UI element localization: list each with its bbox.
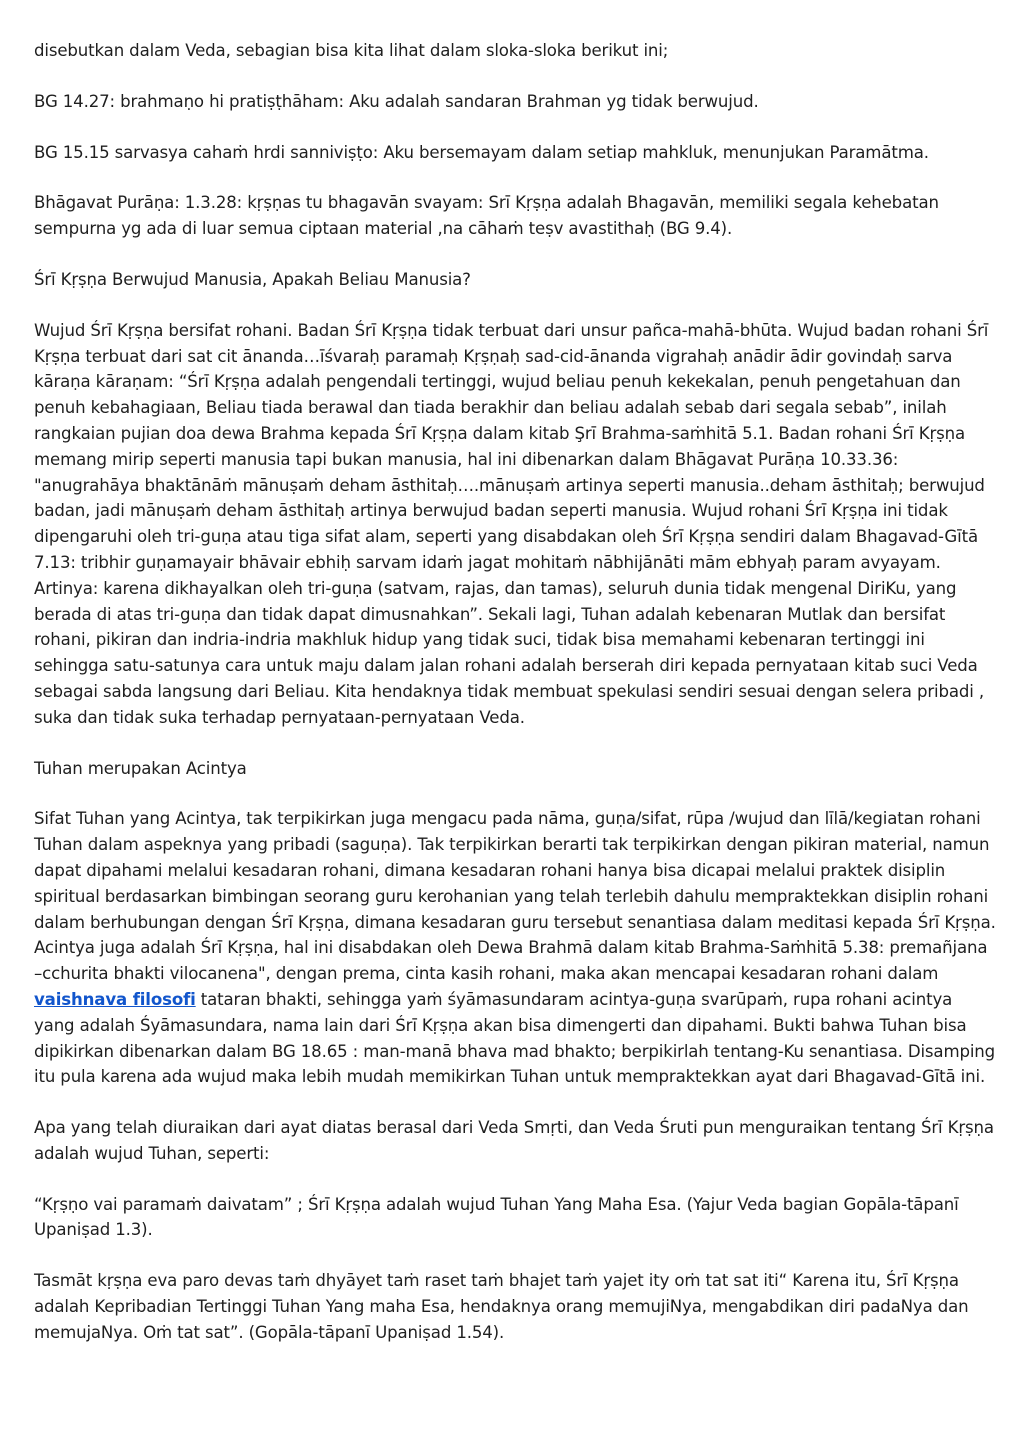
paragraph-acintya-text-after: tataran bhakti, sehingga yaṁ śyāmasundaram acintya-guṇa svarūpaṁ, rupa rohani acintya yang adalah Śyāmasundara, nama lain dari Śrī Kṛṣṇa akan bisa dimengerti dan dipahami. Bukti bahwa Tuhan bisa dipikirkan dibenarkan dalam BG 18.65 : man-manā bhava mad bhakto; berpikirlah tentang-Ku senantiasa. Disamping itu pula karena ada wujud maka lebih mudah memikirkan Tuhan untuk mempraktekkan ayat dari Bhagavad-Gītā ini. (34, 989, 996, 1087)
paragraph-intro: disebutkan dalam Veda, sebagian bisa kita lihat dalam sloka-sloka berikut ini; (34, 41, 669, 60)
paragraph-bg-14-27: BG 14.27: brahmaṇo hi pratiṣṭhāham: Aku adalah sandaran Brahman yg tidak berwujud. (34, 91, 759, 111)
document-body (34, 38, 996, 1371)
paragraph-bg-15-15: BG 15.15 sarvasya cahaṁ hrdi sanniviṣṭo: Aku bersemayam dalam setiap mahkluk, menunjukan Paramātma. (34, 142, 929, 162)
paragraph-bhagavat-purana: Bhāgavat Purāṇa: 1.3.28: kṛṣṇas tu bhagavān svayam: Srī Kṛṣṇa adalah Bhagavān, memiliki segala kehebatan sempurna yg ada di luar semua ciptaan material ,na cāhaṁ teṣv avastithaḥ (BG 9.4). (34, 193, 939, 239)
paragraph-acintya (34, 806, 996, 1090)
section-heading-acintya: Tuhan merupakan Acintya (34, 758, 247, 778)
section-heading-manusia: Śrī Kṛṣṇa Berwujud Manusia, Apakah Beliau Manusia? (34, 269, 471, 289)
paragraph-tasmat: Tasmāt kṛṣṇa eva paro devas taṁ dhyāyet taṁ raset taṁ bhajet taṁ yajet ity oṁ tat sat iti“ Karena itu, Śrī Kṛṣṇa adalah Kepribadian Tertinggi Tuhan Yang maha Esa, hendaknya orang memujiNya, mengabdikan diri padaNya dan memujaNya. Oṁ tat sat”. (Gopāla-tāpanī Upaniṣad 1.54). (34, 1271, 969, 1342)
paragraph-wujud-rohani: Wujud Śrī Kṛṣṇa bersifat rohani. Badan Śrī Kṛṣṇa tidak terbuat dari unsur pañca-mahā-bhūta. Wujud badan rohani Śrī Kṛṣṇa terbuat dari sat cit ānanda…īśvaraḥ paramaḥ Kṛṣṇaḥ sad-cid-ānanda vigrahaḥ anādir ādir govindaḥ sarva kāraṇa kāraṇam: “Śrī Kṛṣṇa adalah pengendali tertinggi, wujud beliau penuh kekekalan, penuh pengetahuan dan penuh kebahagiaan, Beliau tiada berawal dan tiada berakhir dan beliau adalah sebab dari segala sebab”, inilah rangkaian pujian doa dewa Brahma kepada Śrī Kṛṣṇa dalam kitab Şrī Brahma-saṁhitā 5.1. Badan rohani Śrī Kṛṣṇa memang mirip seperti manusia tapi bukan manusia, hal ini dibenarkan dalam Bhāgavat Purāṇa 10.33.36: "anugrahāya bhaktānāṁ mānuṣaṁ deham āsthitaḥ….mānuṣaṁ artinya seperti manusia..deham āsthitaḥ; berwujud badan, jadi mānuṣaṁ deham āsthitaḥ artinya berwujud badan seperti manusia. Wujud rohani Śrī Kṛṣṇa ini tidak dipengaruhi oleh tri-guṇa atau tiga sifat alam, seperti yang disabdakan oleh Śrī Kṛṣṇa sendiri dalam Bhagavad-Gītā 7.13: tribhir guṇamayair bhāvair ebhiḥ sarvam idaṁ jagat mohitaṁ nābhijānāti mām ebhyaḥ param avyayam. Artinya: karena dikhayalkan oleh tri-guṇa (satvam, rajas, dan tamas), seluruh dunia tidak mengenal DiriKu, yang berada di atas tri-guṇa dan tidak dapat dimusnahkan”. Sekali lagi, Tuhan adalah kebenaran Mutlak dan bersifat rohani, pikiran dan indria-indria makhluk hidup yang tidak suci, tidak bisa memahami kebenaran tertinggi ini sehingga satu-satunya cara untuk maju dalam jalan rohani adalah berserah diri kepada pernyataan kitab suci Veda sebagai sabda langsung dari Beliau. Kita hendaknya tidak membuat spekulasi sendiri sesuai dengan selera pribadi , suka dan tidak suka terhadap pernyataan-pernyataan Veda. (34, 320, 989, 727)
paragraph-acintya-text-before: Sifat Tuhan yang Acintya, tak terpikirkan juga mengacu pada nāma, guṇa/sifat, rūpa /wujud dan līlā/kegiatan rohani Tuhan dalam aspeknya yang pribadi (saguṇa). Tak terpikirkan berarti tak terpikirkan dengan pikiran material, namun dapat dipahami melalui kesadaran rohani, dimana kesadaran rohani hanya bisa dicapai melalui praktek disiplin spiritual berdasarkan bimbingan seorang guru kerohanian yang telah terlebih dahulu mempraktekkan disiplin rohani dalam berhubungan dengan Śrī Kṛṣṇa, dimana kesadaran guru tersebut senantiasa dalam meditasi kepada Śrī Kṛṣṇa. Acintya juga adalah Śrī Kṛṣṇa, hal ini disabdakan oleh Dewa Brahmā dalam kitab Brahma-Saṁhitā 5.38: premañjana –cchurita bhakti vilocanena", dengan prema, cinta kasih rohani, maka akan mencapai kesadaran rohani dalam (34, 809, 996, 984)
paragraph-veda-smrti: Apa yang telah diuraikan dari ayat diatas berasal dari Veda Smṛti, dan Veda Śruti pun menguraikan tentang Śrī Kṛṣṇa adalah wujud Tuhan, seperti: (34, 1118, 994, 1163)
vaishnava-filosofi-link[interactable]: vaishnava filosofi (34, 989, 196, 1009)
paragraph-krsno-vai: “Kṛṣṇo vai paramaṁ daivatam” ; Śrī Kṛṣṇa adalah wujud Tuhan Yang Maha Esa. (Yajur Veda bagian Gopāla-tāpanī Upaniṣad 1.3). (34, 1194, 959, 1240)
